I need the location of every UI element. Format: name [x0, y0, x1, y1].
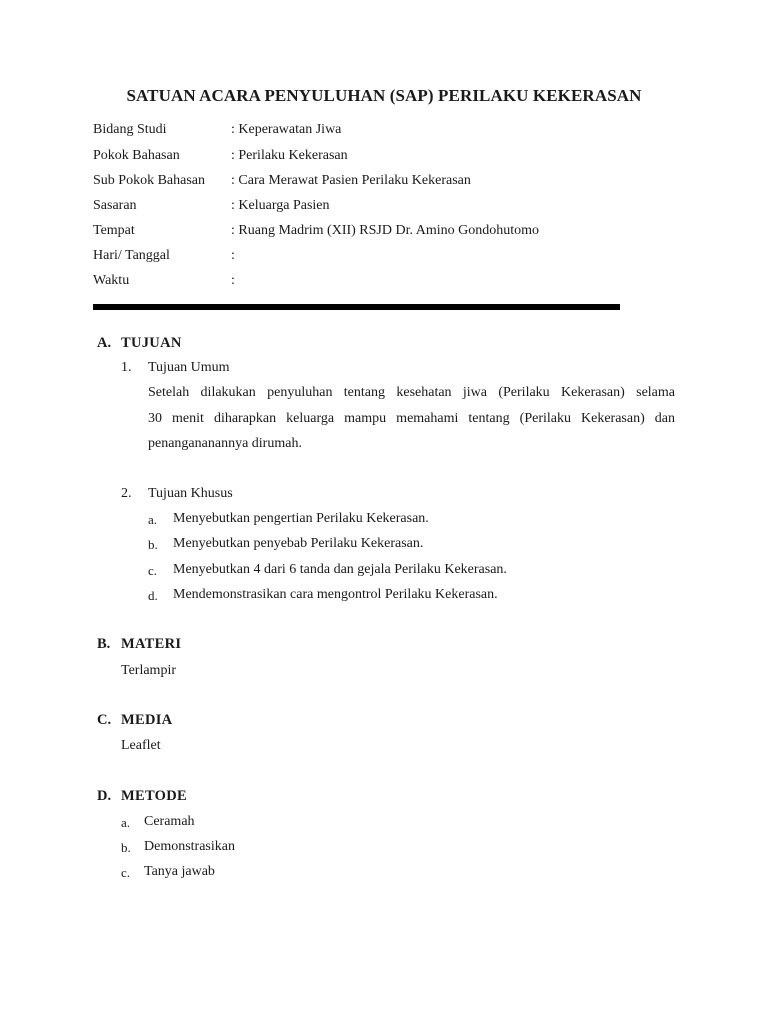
document-title: SATUAN ACARA PENYULUHAN (SAP) PERILAKU KEKERASAN [126, 86, 642, 105]
info-value-bidang-studi: : Keperawatan Jiwa [231, 122, 342, 137]
paragraph-line: penangananannya dirumah. [148, 436, 302, 451]
list-letter: c. [121, 865, 131, 880]
section-title-tujuan: TUJUAN [121, 335, 182, 351]
list-letter: b. [148, 537, 158, 552]
list-item: Ceramah [144, 814, 195, 829]
list-item: Mendemonstrasikan cara mengontrol Perilaku Kekerasan. [173, 587, 498, 602]
section-letter: B. [97, 636, 111, 652]
materi-text: Terlampir [121, 663, 176, 678]
section-title-media: MEDIA [121, 712, 173, 728]
list-letter: d. [148, 588, 158, 603]
list-item: Demonstrasikan [144, 839, 235, 854]
info-label-sub-pokok-bahasan: Sub Pokok Bahasan [93, 173, 205, 188]
info-label-pokok-bahasan: Pokok Bahasan [93, 148, 180, 163]
info-label-hari-tanggal: Hari/ Tanggal [93, 248, 170, 263]
section-letter: D. [97, 788, 112, 804]
tujuan-umum-paragraph [148, 380, 675, 457]
list-item: Menyebutkan penyebab Perilaku Kekerasan. [173, 536, 424, 551]
list-item: Menyebutkan 4 dari 6 tanda dan gejala Perilaku Kekerasan. [173, 562, 507, 577]
info-label-sasaran: Sasaran [93, 198, 137, 213]
list-letter: a. [121, 815, 131, 830]
tujuan-khusus-heading: Tujuan Khusus [148, 486, 233, 501]
paragraph-line: Setelah dilakukan penyuluhan tentang kesehatan jiwa (Perilaku Kekerasan) selama [148, 385, 675, 400]
info-value-pokok-bahasan: : Perilaku Kekerasan [231, 148, 348, 163]
paragraph-line: 30 menit diharapkan keluarga mampu memahami tentang (Perilaku Kekerasan) dan [148, 410, 675, 426]
info-value-waktu: : [231, 273, 235, 288]
list-letter: a. [148, 512, 158, 527]
section-letter: C. [97, 712, 112, 728]
list-item: Tanya jawab [144, 864, 215, 879]
info-value-tempat: : Ruang Madrim (XII) RSJD Dr. Amino Gondohutomo [231, 223, 539, 238]
media-text: Leaflet [121, 738, 161, 753]
info-value-sub-pokok-bahasan: : Cara Merawat Pasien Perilaku Kekerasan [231, 173, 471, 188]
info-label-tempat: Tempat [93, 223, 135, 238]
list-letter: b. [121, 840, 131, 855]
header-divider [93, 304, 620, 310]
list-item: Menyebutkan pengertian Perilaku Kekerasan. [173, 511, 429, 526]
info-label-bidang-studi: Bidang Studi [93, 122, 167, 137]
info-value-sasaran: : Keluarga Pasien [231, 198, 330, 213]
section-letter: A. [97, 335, 112, 351]
list-letter: c. [148, 563, 158, 578]
info-value-hari-tanggal: : [231, 248, 235, 263]
section-title-materi: MATERI [121, 636, 182, 652]
info-label-waktu: Waktu [93, 273, 130, 288]
list-number: 2. [121, 486, 132, 501]
list-number: 1. [121, 360, 132, 375]
section-title-metode: METODE [121, 788, 187, 804]
tujuan-umum-heading: Tujuan Umum [148, 360, 230, 375]
